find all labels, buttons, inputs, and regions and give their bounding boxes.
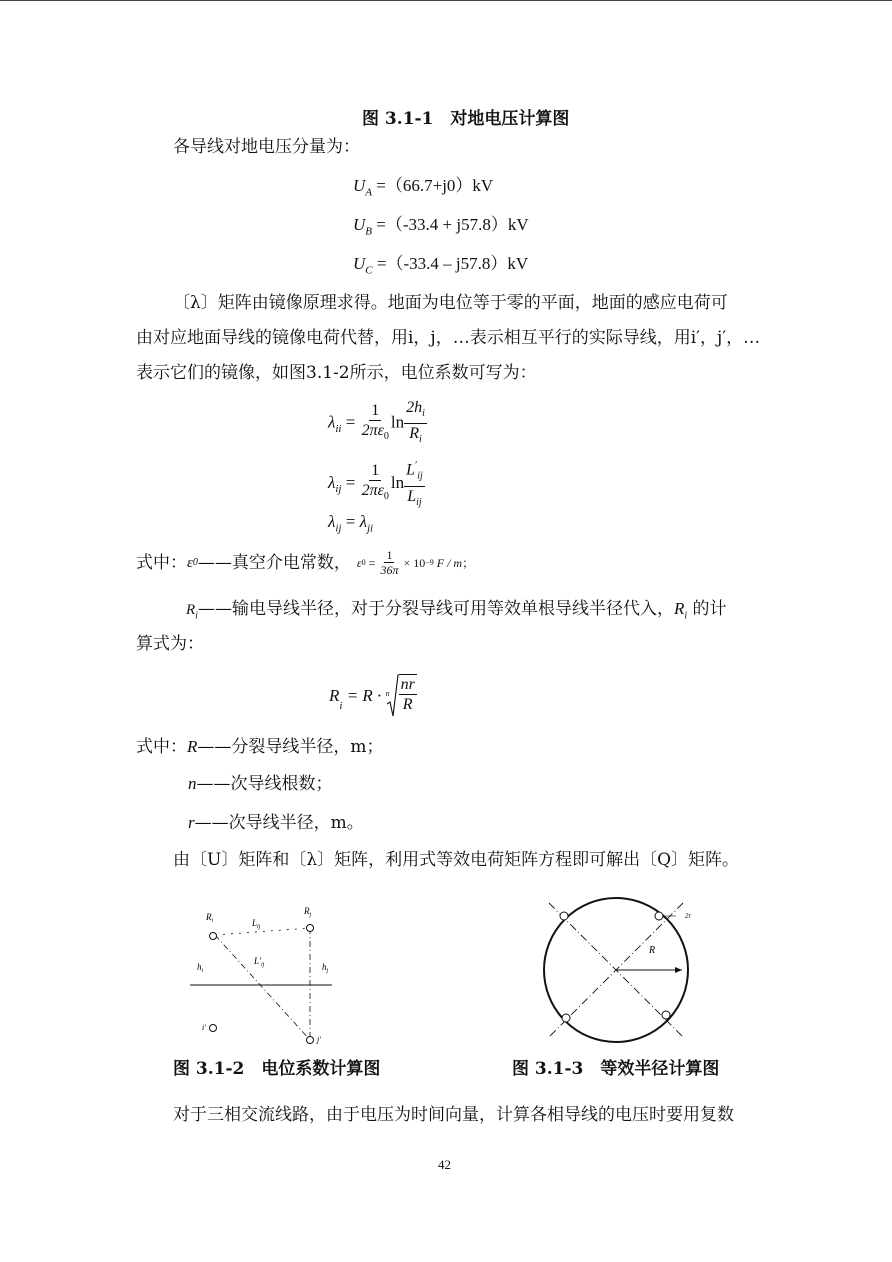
formula-lambda-ii	[328, 398, 427, 449]
figure-3-1-2-diagram	[180, 900, 350, 1050]
ri-symbol: R	[186, 602, 196, 618]
hj-letter: h	[322, 962, 327, 972]
r-symbol: R	[187, 737, 198, 756]
ri-symbol: R	[673, 599, 685, 618]
voltage-ub	[353, 214, 529, 242]
conductor-j-icon	[307, 925, 314, 932]
equals-sign: =	[345, 412, 356, 432]
figure-3-1-3-diagram	[535, 895, 710, 1045]
image-j-icon	[307, 1037, 314, 1044]
uc-symbol: U	[353, 254, 366, 273]
figure-caption-3-1-3: 图 3.1-3 等效半径计算图	[512, 1059, 720, 1079]
r-symbol: R	[409, 425, 420, 443]
rj-letter: R	[304, 906, 310, 916]
solve-sentence: 由〔U〕矩阵和〔λ〕矩阵，利用式等效电荷矩阵方程即可解出〔Q〕矩阵。	[173, 850, 740, 870]
two-h: 2h	[406, 399, 423, 416]
eps-subscript: 0	[383, 431, 389, 443]
voltage-intro: 各导线对地电压分量为：	[173, 137, 360, 157]
figure-caption-3-1-2: 图 3.1-2 电位系数计算图	[173, 1059, 381, 1079]
eps-subscript: 0	[383, 491, 389, 503]
ub-subscript: B	[365, 225, 373, 238]
ub-value: =（-33.4 + j57.8）kV	[372, 215, 529, 234]
label-rj	[303, 906, 312, 918]
where-small-r	[188, 812, 364, 834]
equals-sign: =	[345, 472, 356, 492]
where-n	[188, 773, 333, 795]
denominator-l	[405, 487, 423, 512]
top-border	[0, 0, 892, 1]
fraction-2h-over-r	[404, 398, 427, 449]
numerator-lprime	[404, 456, 425, 487]
lij-prime-letter: L′	[254, 956, 261, 966]
equals-r-dot: = R ·	[342, 686, 386, 705]
subconductor-1-icon	[560, 912, 568, 920]
hi-letter: h	[197, 962, 202, 972]
fraction-1-over-36pi	[378, 548, 400, 577]
exponent: −9	[425, 557, 434, 567]
two-pi-eps: 2πε	[361, 482, 384, 500]
equals-sign: =	[345, 512, 356, 531]
ub-symbol: U	[353, 215, 366, 234]
numerator-one: 1	[371, 402, 380, 420]
numerator-nr: nr	[400, 676, 415, 693]
conductor-i-icon	[210, 933, 217, 940]
n-symbol: n	[188, 774, 197, 793]
radius-arrow-icon	[675, 967, 682, 973]
paragraph-line-2: 由对应地面导线的镜像电荷代替，用i，j，…表示相互平行的实际导线，用i′，j′，…	[136, 328, 761, 348]
l-subscript: ij	[417, 470, 423, 482]
semicolon: ；	[462, 555, 475, 570]
label-ri	[205, 912, 214, 924]
ua-subscript: A	[365, 186, 373, 199]
lambda-ij-subscript: ij	[335, 483, 342, 496]
fraction-nr-over-r	[399, 674, 417, 718]
where-r	[136, 736, 384, 758]
ri-description: ——输电导线半径，对于分裂导线可用等效单根导线半径代入，	[197, 599, 674, 619]
voltage-uc	[353, 253, 528, 281]
eps-definition	[136, 548, 474, 577]
label-2r: 2r	[685, 912, 692, 920]
n-description: ——次导线根数；	[196, 774, 333, 794]
subconductor-3-icon	[562, 1014, 570, 1022]
lij-sub: ij	[257, 924, 261, 930]
eps-subscript: 0	[192, 556, 198, 568]
voltage-ua	[353, 175, 493, 203]
radical-sign-icon	[387, 674, 399, 718]
denominator-2pi-eps	[360, 481, 391, 506]
numerator-one: 1	[371, 462, 380, 480]
lij-prime-sub: ij	[260, 962, 265, 968]
lambda-ji-subscript: ji	[366, 522, 374, 535]
line-lij	[215, 928, 310, 935]
r-description: ——分裂导线半径，m；	[197, 737, 384, 757]
denominator-r	[407, 424, 424, 449]
subconductor-4-icon	[662, 1011, 670, 1019]
lambda-symbol: λ	[328, 512, 336, 531]
label-j-prime: j′	[317, 1035, 321, 1044]
lambda-symbol: λ	[328, 412, 336, 432]
where-prefix: 式中：	[136, 737, 187, 757]
eps-symbol: ε	[356, 555, 362, 570]
fraction-lprime-over-l	[404, 456, 425, 512]
lij-letter: L	[252, 918, 258, 928]
uc-value: =（-33.4 – j57.8）kV	[372, 254, 529, 273]
r-subscript: i	[419, 434, 422, 446]
ln-operator: ln	[390, 412, 405, 432]
label-lij-prime	[253, 956, 265, 968]
numerator-2h	[404, 398, 427, 424]
numerator: 1	[386, 548, 393, 562]
ri-definition-line-1	[186, 598, 727, 627]
times-ten: × 10	[400, 555, 426, 570]
l-symbol: L	[406, 461, 416, 479]
ua-symbol: U	[353, 176, 366, 195]
h-subscript: i	[422, 408, 425, 420]
eps-value-formula	[357, 548, 474, 577]
eps-description: ——真空介电常数，	[197, 552, 351, 573]
formula-lambda-ij	[328, 456, 425, 512]
unit: F / m	[433, 555, 463, 570]
ri-subscript: i	[339, 700, 343, 712]
where-prefix: 式中：	[136, 552, 187, 573]
lambda-ij-subscript: ij	[335, 522, 342, 535]
formula-ri	[329, 674, 417, 718]
eps-symbol: ε	[187, 554, 193, 571]
label-hi	[197, 962, 204, 974]
subconductor-2-icon	[655, 912, 663, 920]
image-i-icon	[210, 1025, 217, 1032]
fraction-one-over-2pi-eps	[360, 461, 391, 506]
label-lij	[251, 918, 261, 930]
formula-lambda-symmetry	[328, 512, 373, 534]
rj-sub: j	[309, 912, 312, 918]
ri-description-end: 的计	[687, 599, 727, 619]
ua-value: =（66.7+j0）kV	[372, 176, 494, 195]
paragraph-line-3: 表示它们的镜像，如图3.1-2所示，电位系数可写为：	[136, 363, 537, 383]
page-number: 42	[438, 1157, 451, 1172]
hi-sub: i	[201, 968, 204, 974]
ri-subscript: i	[195, 610, 198, 622]
ln-operator: ln	[390, 472, 405, 492]
ri-sub: i	[211, 918, 214, 924]
ri-letter: R	[206, 912, 212, 922]
last-line: 对于三相交流线路，由于电压为时间向量，计算各相导线的电压时要用复数	[173, 1105, 734, 1125]
label-r: R	[649, 945, 656, 956]
radical	[387, 674, 417, 718]
fraction-one-over-2pi-eps	[360, 401, 391, 446]
label-i-prime: i′	[202, 1023, 206, 1032]
eps-subscript: 0	[361, 557, 366, 567]
denominator-2pi-eps	[360, 421, 391, 446]
prime-mark: ′	[415, 460, 418, 471]
denominator: 36π	[380, 563, 399, 577]
hj-sub: j	[326, 968, 329, 974]
equals-sign: =	[365, 555, 379, 570]
small-r-symbol: r	[188, 813, 195, 832]
ri-subscript: i	[684, 610, 688, 622]
line-lij-prime	[215, 935, 310, 1040]
l-symbol: L	[407, 487, 417, 505]
lambda-symbol: λ	[328, 472, 336, 492]
lambda-symbol: λ	[359, 512, 367, 531]
ri-symbol: R	[329, 686, 340, 705]
root-index: n	[385, 688, 390, 698]
small-r-description: ——次导线半径，m。	[194, 813, 364, 833]
lambda-ii-subscript: ii	[335, 422, 342, 435]
label-hj	[322, 962, 329, 974]
ri-definition-line-2: 算式为：	[136, 634, 204, 654]
uc-subscript: C	[365, 264, 373, 277]
l-subscript: ij	[416, 496, 422, 508]
two-pi-eps: 2πε	[361, 422, 384, 440]
figure-caption-3-1-1: 图 3.1-1 对地电压计算图	[362, 109, 570, 129]
paragraph-line-1: 〔λ〕矩阵由镜像原理求得。地面为电位等于零的平面，地面的感应电荷可	[173, 293, 728, 313]
denominator-r: R	[402, 696, 413, 713]
